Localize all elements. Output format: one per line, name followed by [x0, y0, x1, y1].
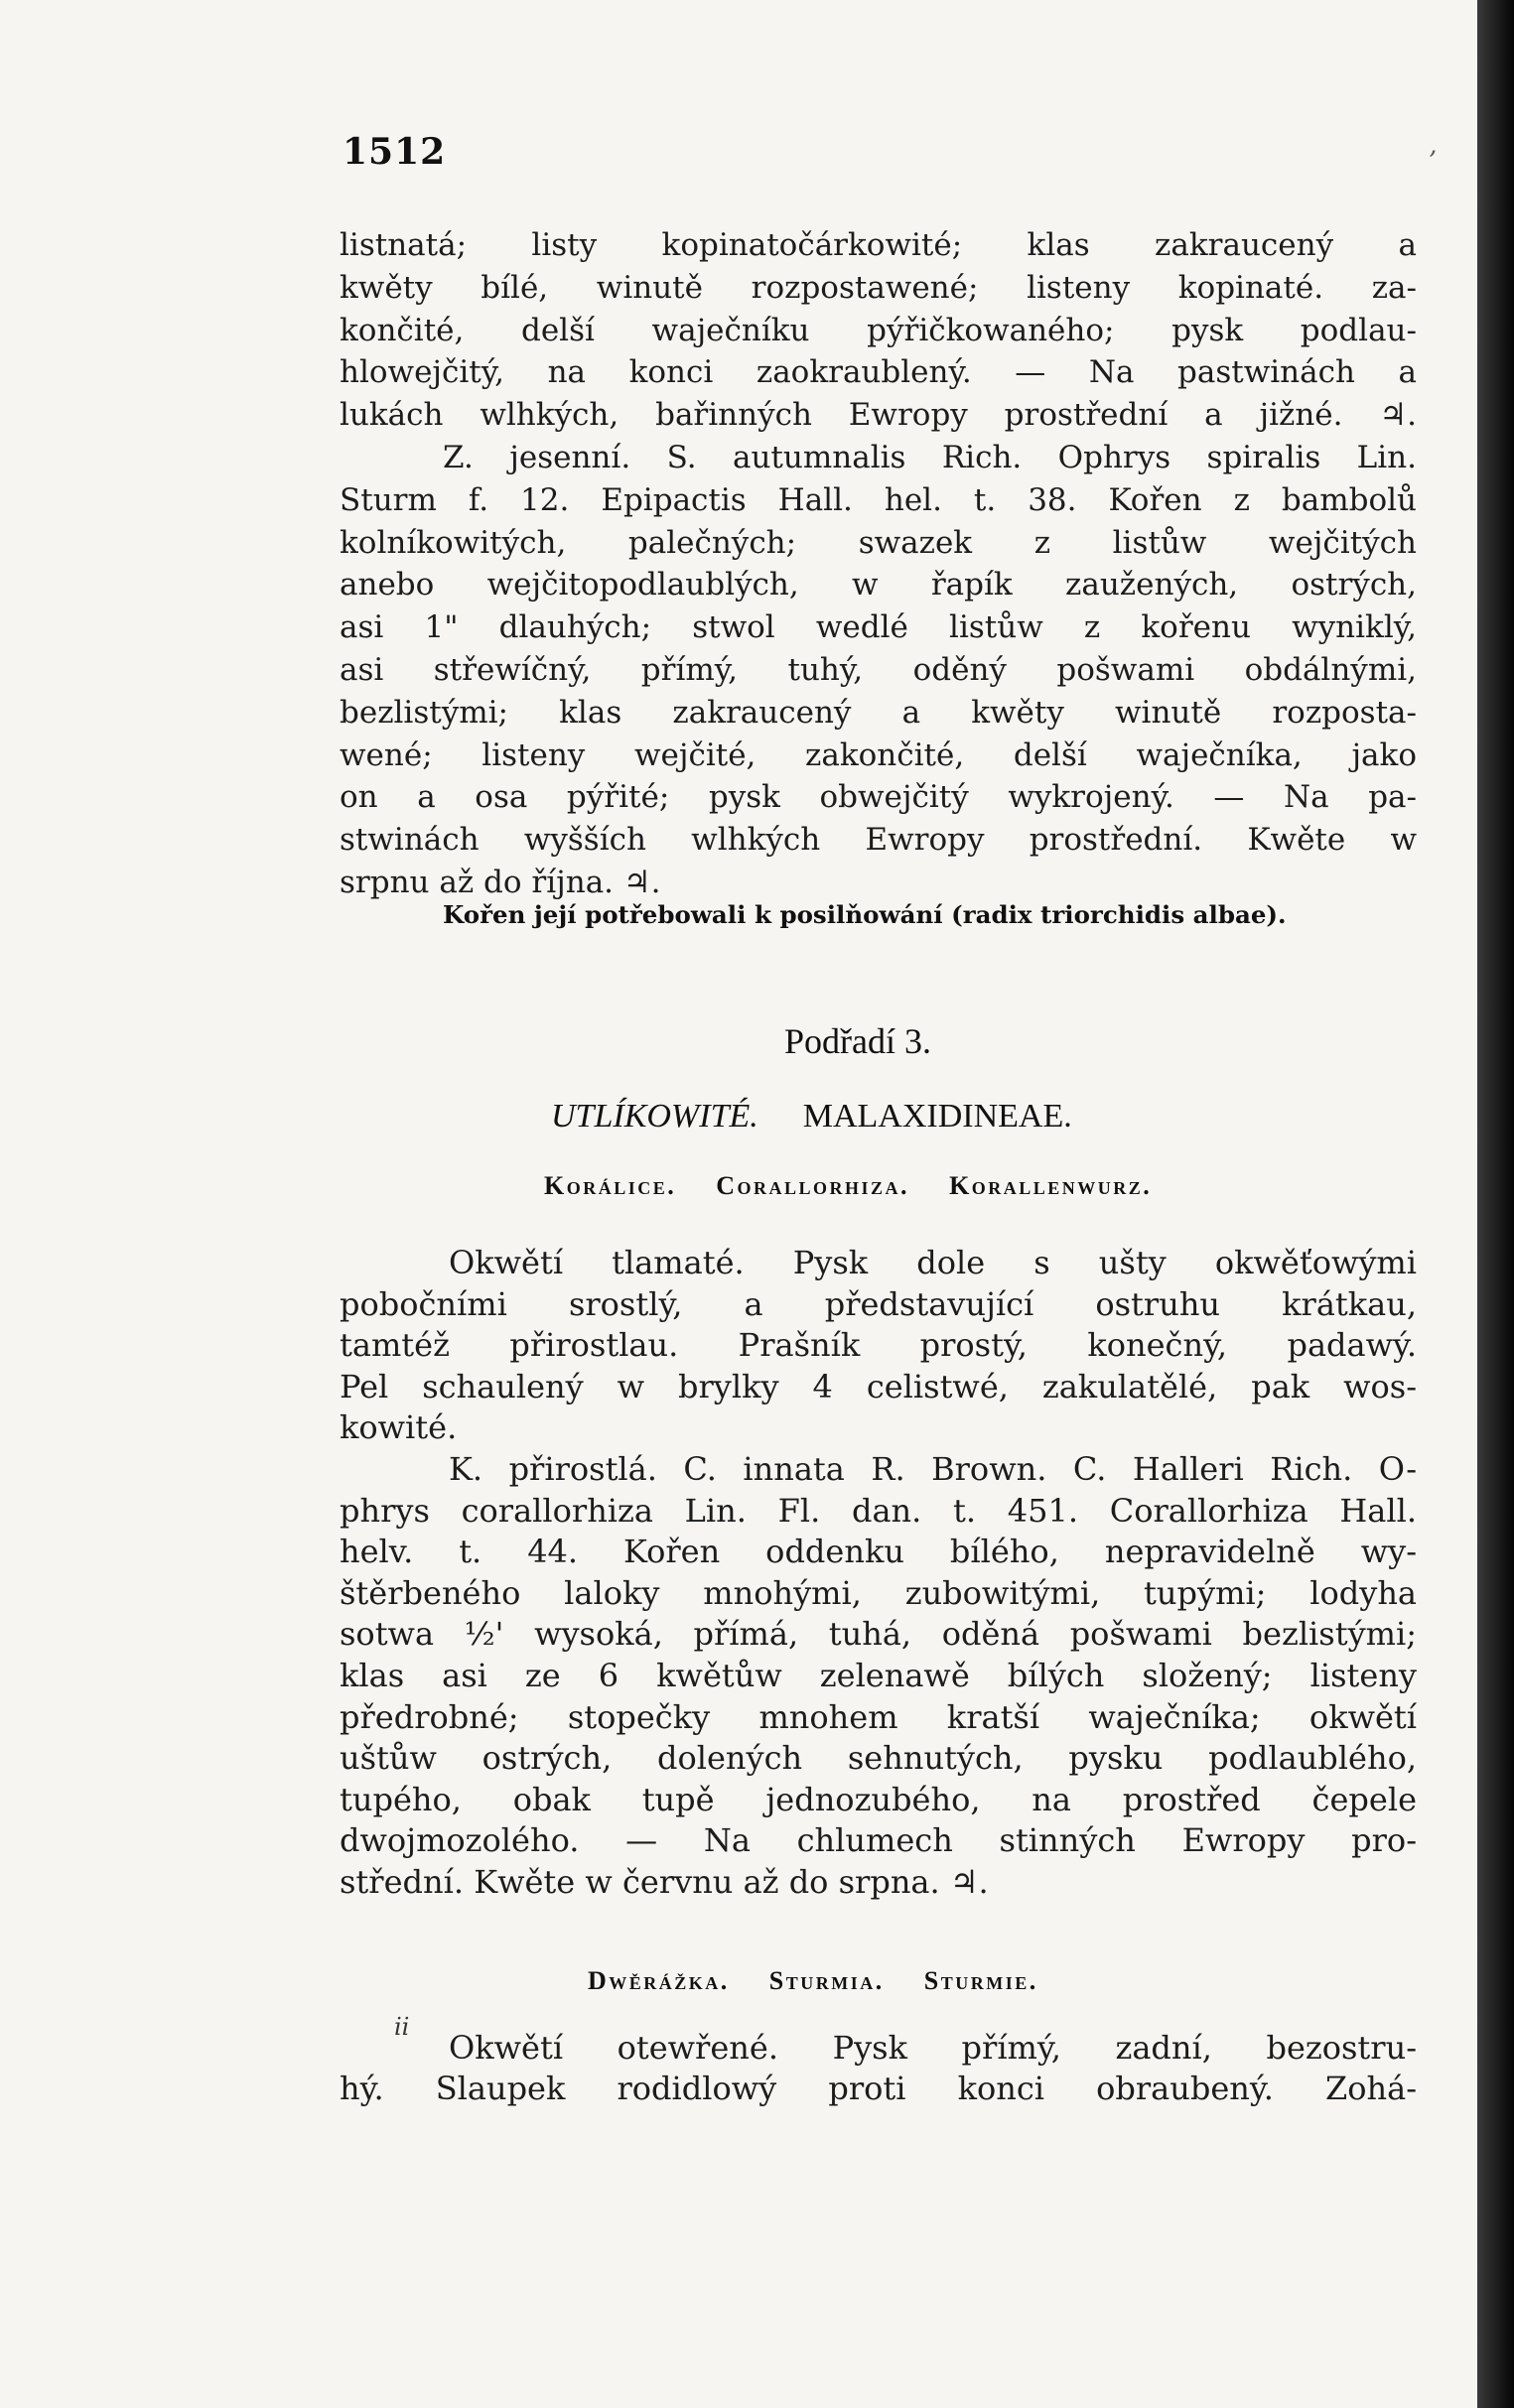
text-line: kowité. [340, 1408, 458, 1447]
paragraph-spiranthes [340, 224, 1417, 904]
genus-name-lat: Sturmia. [768, 1966, 885, 1995]
text-line: kolníkowitých, palečných; swazek z listůw wejčitých [340, 524, 1417, 561]
text-line: wené; listeny wejčité, zakončité, delší waječníka, jako [340, 736, 1417, 773]
text-line: pobočními srostlý, a představující ostruhu krátkau, [340, 1284, 1417, 1323]
page-number: 1512 [343, 131, 447, 173]
text-line: helv. t. 44. Kořen oddenku bílého, nepravidelně wy- [340, 1533, 1417, 1571]
page-edge-shadow [1477, 0, 1514, 2408]
genus-heading-coralroot [544, 1171, 1152, 1201]
margin-note: ii [394, 2013, 410, 2041]
text-line: K. přirostlá. C. innata R. Brown. C. Halleri Rich. O- [449, 1449, 1417, 1488]
genus-name-de: Korallenwurz. [949, 1171, 1153, 1200]
text-line: končité, delší waječníku pýřičkowaného; pysk podlau- [340, 312, 1417, 348]
text-line: střední. Kwěte w červnu až do srpna. ♃. [340, 1862, 989, 1901]
paragraph-sturmia [340, 2028, 1417, 2109]
text-line: sotwa ½' wysoká, přímá, tuhá, oděná pošwami bezlistými; [340, 1615, 1417, 1654]
text-line: kwěty bílé, winutě rozpostawené; listeny kopinaté. za- [340, 269, 1417, 306]
text-line: hý. Slaupek rodidlowý proti konci obraubený. Zohá- [340, 2070, 1417, 2107]
text-line: štěrbeného laloky mnohými, zubowitými, tupými; lodyha [340, 1573, 1417, 1612]
genus-name-lat: Corallorhiza. [716, 1171, 910, 1200]
text-line: anebo wejčitopodlaublých, w řapík zaužených, ostrých, [340, 567, 1417, 603]
text-line: uštůw ostrých, dolených sehnutých, pysku podlaublého, [340, 1739, 1417, 1778]
text-line: bezlistými; klas zakraucený a kwěty winutě rozposta- [340, 694, 1417, 731]
text-line: Okwětí tlamaté. Pysk dole s ušty okwěťowými [449, 1244, 1417, 1281]
text-line: tamtéž přirostlau. Prašník prostý, konečný, padawý. [340, 1326, 1417, 1365]
text-line: phrys corallorhiza Lin. Fl. dan. t. 451. Corallorhiza Hall. [340, 1491, 1417, 1530]
text-line: klas asi ze 6 kwětůw zelenawě bílých složený; listeny [340, 1656, 1417, 1694]
family-heading [551, 1098, 1072, 1136]
family-name-cz: UTLÍKOWITÉ. [551, 1098, 758, 1135]
text-line: Pel schaulený w brylky 4 celistwé, zakulatělé, pak wos- [340, 1367, 1417, 1405]
text-line: asi 1" dlauhých; stwol wedlé listůw z kořenu wyniklý, [340, 609, 1417, 646]
footnote: Kořen její potřebowali k posilňowání (radix triorchidis albae). [443, 900, 1287, 929]
text-line: srpnu až do října. ♃. [340, 864, 661, 900]
text-line: stwinách wyšších wlhkých Ewropy prostřední. Kwěte w [340, 822, 1417, 859]
text-line: předrobné; stopečky mnohem kratší waječníka; okwětí [340, 1697, 1417, 1736]
margin-tick: ʼ [1428, 147, 1437, 177]
text-line: hlowejčitý, na konci zaokraublený. — Na pastwinách a [340, 354, 1417, 391]
family-name-lat: MALAXIDINEAE. [802, 1098, 1072, 1135]
text-line: on a osa pýřité; pysk obwejčitý wykrojený. — Na pa- [340, 779, 1417, 816]
text-line: Z. jesenní. S. autumnalis Rich. Ophrys spiralis Lin. [443, 439, 1417, 475]
text-line: Sturm f. 12. Epipactis Hall. hel. t. 38. Kořen z bambolů [340, 481, 1417, 518]
text-line: lukách wlhkých, bařinných Ewropy prostřední a jižné. ♃. [340, 397, 1417, 434]
text-line: listnatá; listy kopinatočárkowité; klas zakraucený a [340, 227, 1417, 263]
suborder-heading: Podřadí 3. [784, 1021, 931, 1061]
text-line: Okwětí otewřené. Pysk přímý, zadní, bezostru- [449, 2029, 1417, 2067]
genus-name-cz: Dwěrážka. [588, 1966, 730, 1995]
text-line: asi střewíčný, přímý, tuhý, oděný pošwami obdálnými, [340, 651, 1417, 688]
genus-name-de: Sturmie. [923, 1966, 1038, 1995]
paragraph-corallorhiza [340, 1243, 1417, 1904]
genus-name-cz: Korálice. [544, 1171, 677, 1200]
text-line: tupého, obak tupě jednozubého, na prostřed čepele [340, 1780, 1417, 1818]
genus-heading-sturmia [588, 1966, 1038, 1996]
text-line: dwojmozolého. — Na chlumech stinných Ewropy pro- [340, 1821, 1417, 1860]
